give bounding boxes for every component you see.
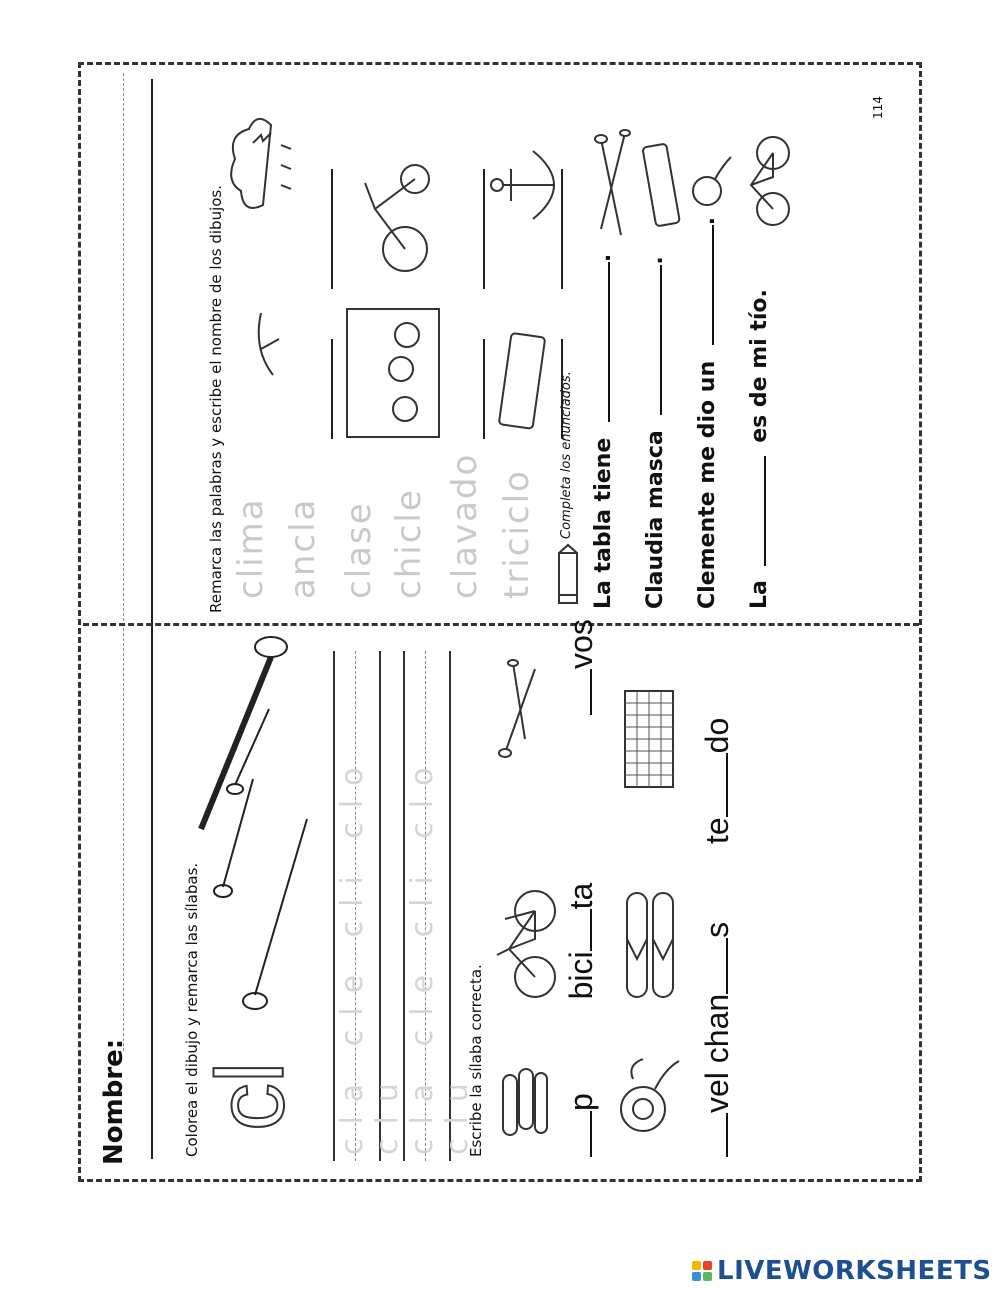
right-instruction-2: Completa los enunciados. — [559, 371, 574, 539]
blank-6[interactable] — [726, 753, 728, 817]
blank-5[interactable] — [726, 938, 728, 994]
word-ta: ta — [563, 882, 599, 910]
sentence-2-text: Claudia masca — [643, 430, 668, 609]
word-vos: vos — [563, 619, 599, 669]
word-te: te — [699, 817, 735, 845]
carnation-sentence-icon — [687, 153, 733, 213]
tricycle-icon — [345, 149, 441, 279]
bicycle-sentence-icon — [739, 133, 793, 229]
word-do: do — [699, 717, 735, 754]
gum-sentence-icon — [641, 139, 681, 229]
keyboard-icon — [623, 689, 675, 789]
name-label: Nombre: — [99, 1038, 129, 1165]
name-line[interactable] — [123, 73, 124, 1051]
word-bici: bici — [563, 951, 599, 1000]
big-letters: cl — [197, 1061, 304, 1131]
bicycle-icon — [491, 889, 561, 999]
pencil-icon — [555, 545, 581, 611]
worksheet-content — [83, 67, 919, 1179]
word-s: s — [699, 921, 735, 938]
answer-line-2a[interactable] — [483, 339, 485, 439]
liveworksheets-logo-icon — [692, 1261, 712, 1281]
fill-word-row-2 — [699, 718, 736, 1157]
trace-syllables-1: cla cle cli clo clu — [335, 753, 405, 1155]
sentence-3-text: Clemente me dio un — [695, 360, 720, 609]
sandals-icon — [623, 889, 679, 999]
anchor-icon — [489, 145, 565, 225]
answer-line-2b[interactable] — [483, 169, 485, 289]
sentence-2-blank[interactable] — [660, 265, 662, 415]
logo-square-2 — [703, 1261, 712, 1270]
trace-row-1[interactable] — [333, 651, 405, 1161]
blank-2[interactable] — [590, 909, 592, 951]
name-underline — [151, 79, 153, 1159]
blank-1[interactable] — [590, 1111, 592, 1157]
answer-line-1a[interactable] — [331, 339, 333, 439]
word-chan: chan — [699, 993, 735, 1064]
flower-icon — [613, 1055, 683, 1139]
trace-word-clase[interactable]: clase — [339, 501, 379, 599]
answer-line-3b[interactable] — [561, 169, 563, 289]
sentence-2: Claudia masca . — [643, 256, 668, 609]
nails-illustration — [195, 629, 325, 1009]
page-number: 114 — [871, 96, 885, 119]
trace-word-clima[interactable]: clima — [231, 497, 271, 599]
nails-small-icon — [495, 659, 545, 759]
sentence-1-text: La tabla tiene — [591, 437, 616, 609]
logo-square-3 — [692, 1272, 701, 1281]
rain-cloud-icon — [223, 105, 303, 225]
trace-word-ancla[interactable]: ancla — [283, 497, 323, 599]
paperclips-icon — [493, 1059, 553, 1139]
diver-icon — [243, 309, 293, 379]
left-instruction-2: Escribe la sílaba correcta. — [467, 964, 485, 1157]
trace-word-clavado[interactable]: clavado — [445, 452, 485, 599]
logo-square-4 — [703, 1272, 712, 1281]
answer-line-1b[interactable] — [331, 169, 333, 289]
sentence-1: La tabla tiene . — [591, 253, 616, 609]
trace-word-chicle[interactable]: chicle — [389, 488, 429, 599]
sentence-3-blank[interactable] — [712, 225, 714, 345]
blank-3[interactable] — [590, 669, 592, 715]
blank-4[interactable] — [726, 1113, 728, 1157]
brand-name: LIVEWORKSHEETS — [717, 1256, 992, 1286]
sentence-4-text-a: La — [747, 580, 772, 609]
trace-word-triciclo[interactable]: triciclo — [497, 469, 537, 599]
sentence-4-text-b: es de mi tío. — [747, 289, 772, 443]
left-instruction-1: Colorea el dibujo y remarca las sílabas. — [183, 862, 201, 1157]
sentence-3: Clemente me dio un . — [695, 216, 720, 609]
gum-pack-icon — [493, 331, 553, 431]
sentence-1-blank[interactable] — [608, 262, 610, 422]
word-vel: vel — [699, 1072, 735, 1113]
fill-word-row-1 — [563, 619, 600, 1157]
sentence-4 — [747, 289, 772, 609]
logo-square-1 — [692, 1261, 701, 1270]
trace-syllables-2: cla cle cli clo clu — [405, 753, 475, 1155]
worksheet-page — [78, 62, 922, 1182]
classroom-icon — [345, 307, 441, 439]
word-p: p — [563, 1093, 599, 1111]
sentence-4-blank[interactable] — [764, 456, 766, 566]
column-divider — [83, 623, 919, 626]
nails-sentence-icon — [591, 129, 631, 239]
trace-row-2[interactable] — [403, 651, 475, 1161]
liveworksheets-brand[interactable] — [692, 1256, 992, 1286]
right-instruction-1: Remarca las palabras y escribe el nombre de los dibujos. — [207, 185, 225, 613]
